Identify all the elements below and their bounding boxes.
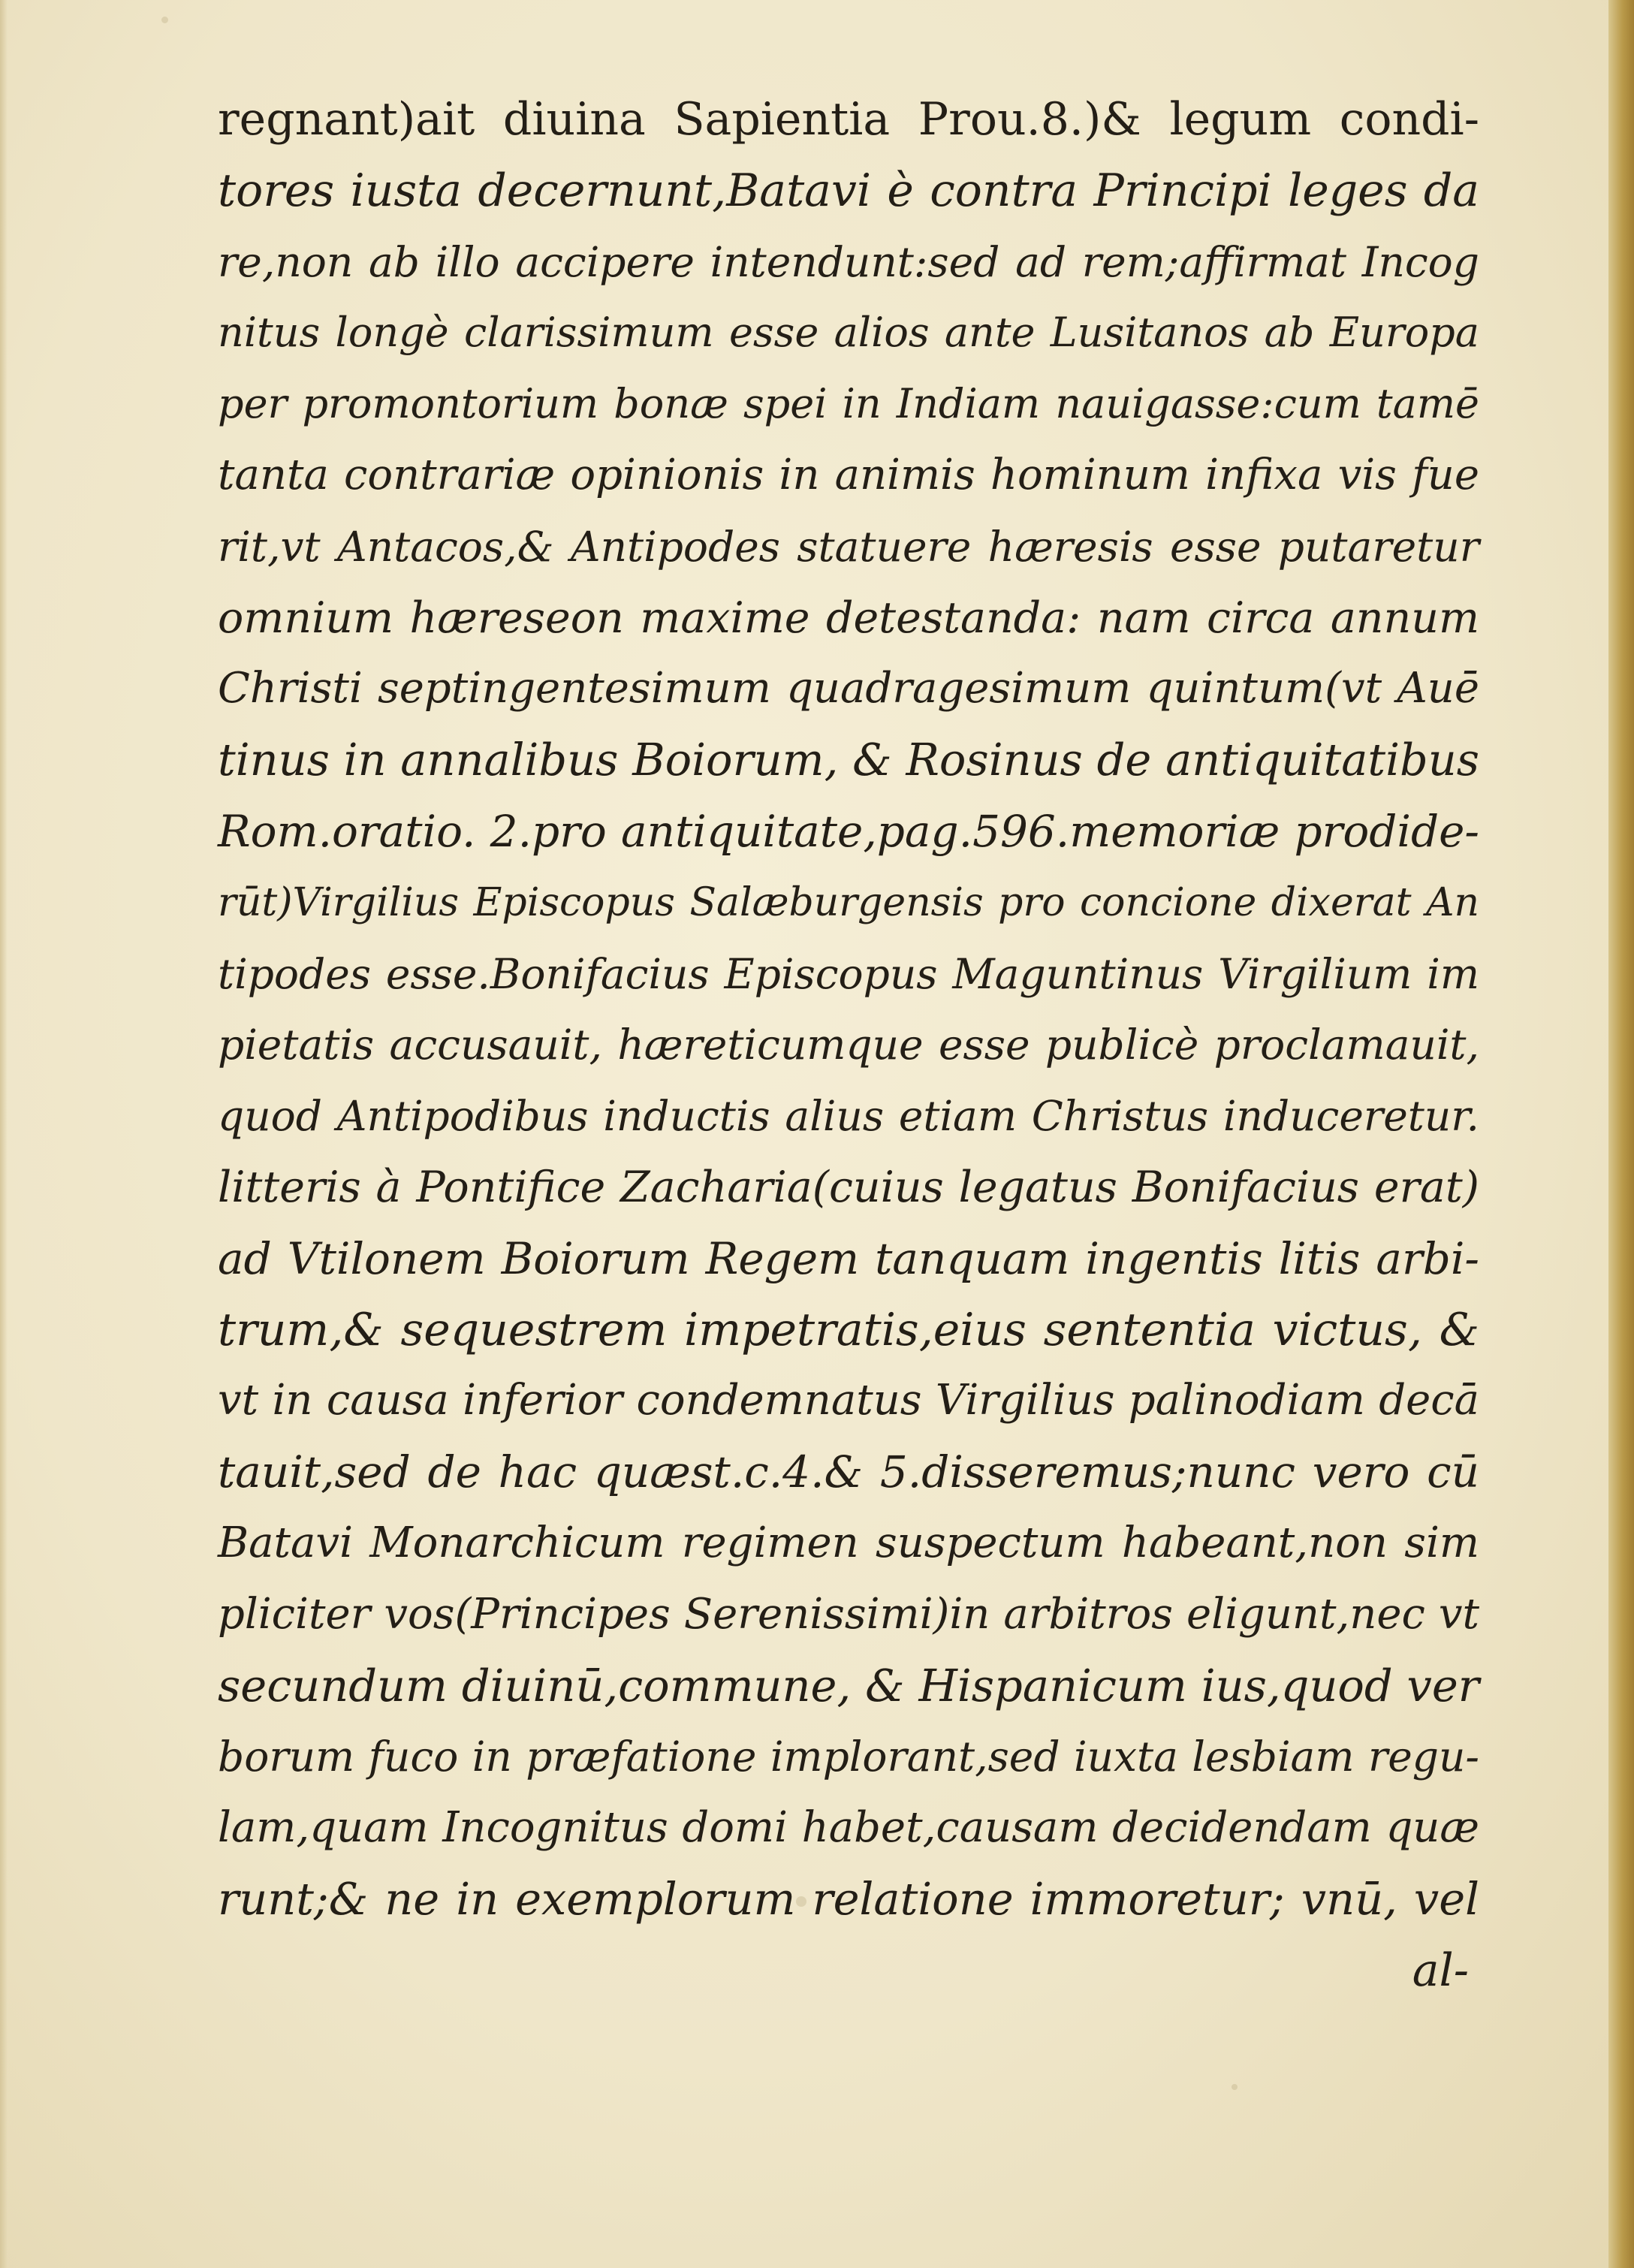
text-line: lam,quam Incognitus domi habet,causam decidendam quæ xyxy=(218,1803,1479,1853)
text-line: tipodes esse.Bonifacius Episcopus Maguntinus Virgilium im xyxy=(218,949,1479,998)
text-line: vt in causa inferior condemnatus Virgilius palinodiam decā xyxy=(218,1376,1479,1425)
text-line: nitus longè clarissimum esse alios ante Lusitanos ab Europa xyxy=(218,309,1479,357)
text-line: Christi septingentesimum quadragesimum quintum(vt Auē xyxy=(218,664,1479,713)
page-gutter-shadow xyxy=(0,0,8,2268)
page-edge xyxy=(1608,0,1634,2268)
text-line: secundum diuinū,commune, & Hispanicum ius,quod ver xyxy=(218,1659,1479,1712)
text-line: pliciter vos(Principes Serenissimi)in arbitros eligunt,nec vt xyxy=(218,1589,1479,1639)
text-line: tores iusta decernunt,Batavi è contra Principi leges da xyxy=(218,164,1479,217)
text-line: tauit,sed de hac quæst.c.4.& 5.disseremus;nunc vero cū xyxy=(218,1446,1479,1498)
text-line: tinus in annalibus Boiorum, & Rosinus de antiquitatibus xyxy=(218,734,1479,786)
text-line: litteris à Pontifice Zacharia(cuius legatus Bonifacius erat) xyxy=(218,1162,1479,1212)
text-line: runt;& ne in exemplorum relatione immoretur; vnū, vel xyxy=(218,1872,1479,1925)
text-line: tanta contrariæ opinionis in animis hominum infixa vis fue xyxy=(218,450,1479,499)
text-line: per promontorium bonæ spei in Indiam nauigasse:cum tamē xyxy=(218,380,1479,428)
paper-stain xyxy=(161,17,168,23)
text-line: Batavi Monarchicum regimen suspectum habeant,non sim xyxy=(218,1518,1479,1567)
text-line: quod Antipodibus inductis alius etiam Christus induceretur. xyxy=(218,1092,1479,1141)
text-line: trum,& sequestrem impetratis,eius sententia victus, & xyxy=(218,1303,1479,1356)
body-text xyxy=(218,84,1479,2007)
catchword: al- xyxy=(1412,1944,1469,1997)
text-line: rit,vt Antacos,& Antipodes statuere hæresis esse putaretur xyxy=(218,522,1479,571)
paper-stain xyxy=(1232,2084,1238,2090)
text-line: regnant)ait diuina Sapientia Prou.8.)& legum condi- xyxy=(218,93,1479,146)
text-line: rūt)Virgilius Episcopus Salæburgensis pro concione dixerat An xyxy=(218,879,1479,925)
text-line: Rom.oratio. 2.pro antiquitate,pag.596.memoriæ prodide- xyxy=(218,805,1479,857)
text-line: re,non ab illo accipere intendunt:sed ad rem;affirmat Incog xyxy=(218,237,1479,286)
text-line: omnium hæreseon maxime detestanda: nam circa annum xyxy=(218,593,1479,643)
text-line: borum fuco in præfatione implorant,sed iuxta lesbiam regu- xyxy=(218,1733,1479,1781)
text-line: ad Vtilonem Boiorum Regem tanquam ingentis litis arbi- xyxy=(218,1232,1479,1284)
text-line: pietatis accusauit, hæreticumque esse publicè proclamauit, xyxy=(218,1021,1479,1069)
